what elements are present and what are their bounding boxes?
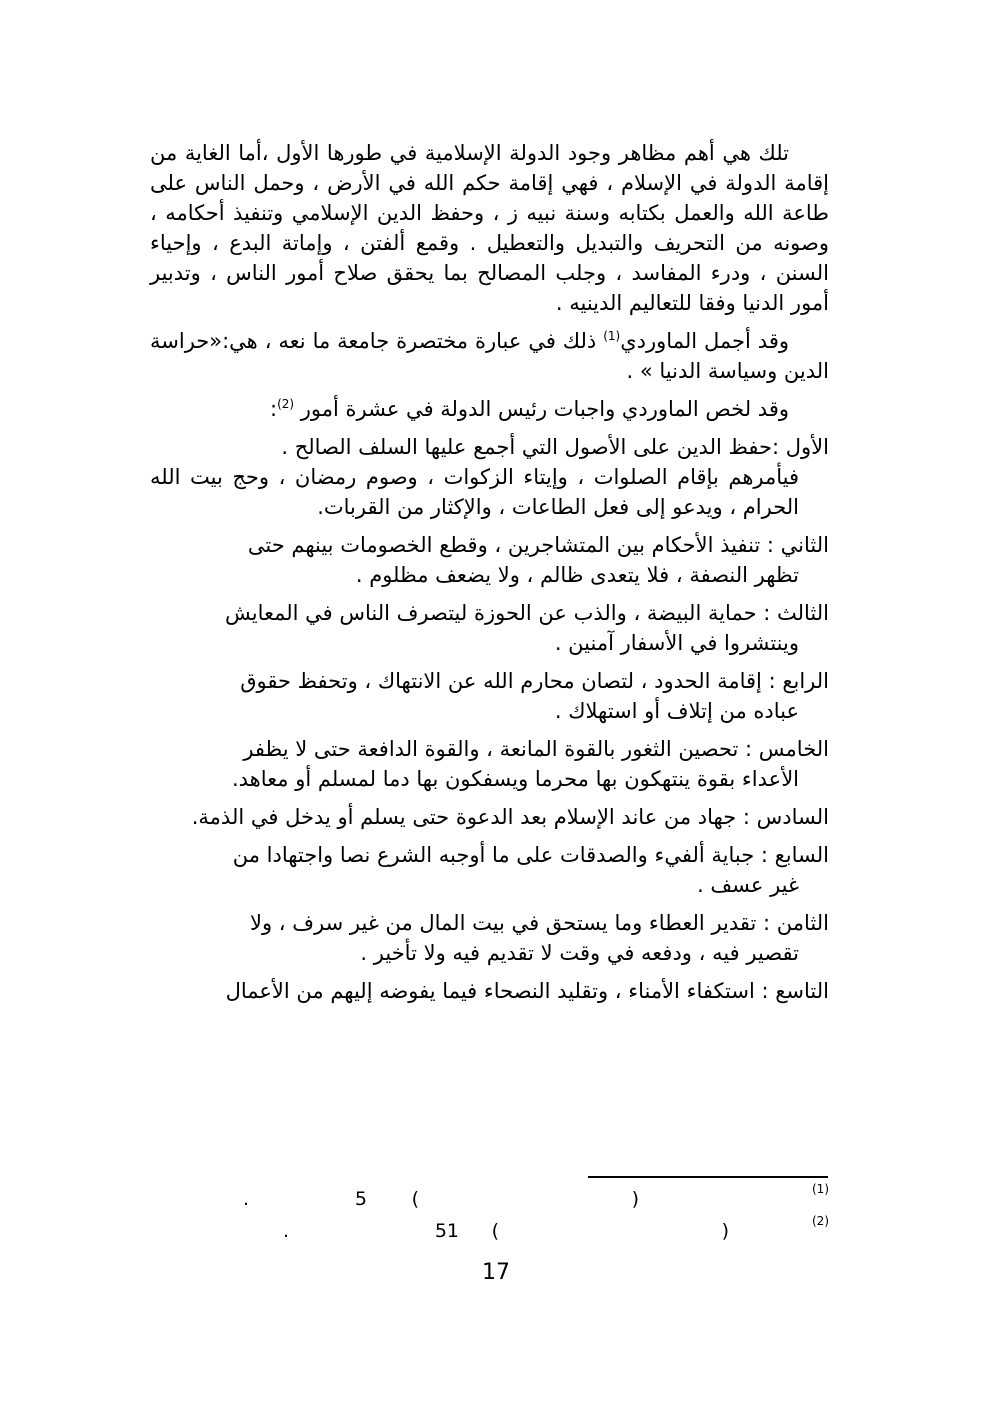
footnote-close-paren: ) bbox=[411, 1188, 419, 1210]
footnote-divider bbox=[588, 1176, 828, 1178]
duty-lead: الرابع : إقامة الحدود ، لتصان محارم الله عن الانتهاك ، وتحفظ حقوق bbox=[240, 669, 829, 693]
duty-rest: الأعداء بقوة ينتهكون بها محرما ويسفكون بها دما لمسلم أو معاهد. bbox=[231, 767, 799, 791]
footnote-2 bbox=[150, 1214, 829, 1246]
duty-item-9 bbox=[150, 976, 829, 1006]
duty-lead: الثاني : تنفيذ الأحكام بين المتشاجرين ، وقطع الخصومات بينهم حتى bbox=[247, 533, 829, 557]
footnote-page: 51 bbox=[434, 1220, 459, 1242]
duty-rest: تظهر النصفة ، فلا يتعدى ظالم ، ولا يضعف مظلوم . bbox=[355, 563, 799, 587]
page-number: 17 bbox=[482, 1260, 510, 1285]
duty-item-7 bbox=[150, 840, 829, 900]
duties-paragraph bbox=[150, 394, 829, 424]
duty-lead: الخامس : تحصين الثغور بالقوة المانعة ، والقوة الدافعة حتى لا يظفر bbox=[243, 737, 829, 761]
intro-paragraph: تلك هي أهم مظاهر وجود الدولة الإسلامية في طورها الأول ،أما الغاية من إقامة الدولة في الإسلام ، فهي إقامة حكم الله في الأرض ، وحمل الناس على طاعة الله والعمل بكتابه وسنة نبيه ز ، وحفظ الدين الإسلامي وتنفيذ أحكامه ، وصونه من التحريف والتبديل والتعطيل . وقمع ألفتن ، وإماتة البدع ، وإحياء السنن ، ودرء المفاسد ، وجلب المصالح بما يحقق صلاح أمور الناس ، وتدبير أمور الدنيا وفقا للتعاليم الدينيه . bbox=[150, 141, 829, 315]
footnote-ref-2: (2) bbox=[277, 397, 295, 411]
duty-item-1 bbox=[150, 432, 829, 522]
footnote-page: 5 bbox=[354, 1188, 367, 1210]
duty-item-3 bbox=[150, 598, 829, 658]
duty-lead: السادس : جهاد من عاند الإسلام بعد الدعوة حتى يسلم أو يدخل في الذمة. bbox=[191, 805, 829, 829]
footnote-open-paren: ( bbox=[631, 1188, 639, 1210]
summary-before: وقد أجمل الماوردي bbox=[620, 329, 789, 353]
duty-rest: فيأمرهم بإقام الصلوات ، وإيتاء الزكوات ، وصوم رمضان ، وحج بيت الله الحرام ، ويدعو إلى فعل الطاعات ، والإكثار من القربات. bbox=[150, 465, 799, 519]
duty-rest: تقصير فيه ، ودفعه في وقت لا تقديم فيه ولا تأخير . bbox=[360, 941, 799, 965]
duty-lead: الثالث : حماية البيضة ، والذب عن الحوزة ليتصرف الناس في المعايش bbox=[224, 601, 829, 625]
body-text bbox=[150, 138, 829, 1014]
duties-after: : bbox=[270, 397, 278, 421]
duty-rest: عباده من إتلاف أو استهلاك . bbox=[554, 699, 799, 723]
duty-rest: غير عسف . bbox=[697, 873, 799, 897]
duty-item-6 bbox=[150, 802, 829, 832]
footnote-mark: (2) bbox=[811, 1214, 829, 1228]
footnote-dot: . bbox=[282, 1220, 289, 1242]
duty-item-5 bbox=[150, 734, 829, 794]
duty-lead: السابع : جباية ألفيء والصدقات على ما أوجبه الشرع نصا واجتهادا من bbox=[232, 843, 829, 867]
footnote-dot: . bbox=[242, 1188, 249, 1210]
duty-lead: الأول :حفظ الدين على الأصول التي أجمع عليها السلف الصالح . bbox=[281, 435, 829, 459]
duty-item-2 bbox=[150, 530, 829, 590]
footnote-close-paren: ) bbox=[491, 1220, 499, 1242]
summary-paragraph bbox=[150, 326, 829, 386]
duty-lead: الثامن : تقدير العطاء وما يستحق في بيت المال من غير سرف ، ولا bbox=[250, 911, 829, 935]
duty-lead: التاسع : استكفاء الأمناء ، وتقليد النصحاء فيما يفوضه إليهم من الأعمال bbox=[225, 979, 829, 1003]
footnote-mark: (1) bbox=[811, 1182, 829, 1196]
duty-rest: وينتشروا في الأسفار آمنين . bbox=[554, 631, 799, 655]
duty-item-4 bbox=[150, 666, 829, 726]
duty-item-8 bbox=[150, 908, 829, 968]
footnote-ref-1: (1) bbox=[603, 329, 621, 343]
summary-after: ذلك في عبارة مختصرة جامعة ما نعه ، هي:«حراسة الدين وسياسة الدنيا » . bbox=[150, 329, 829, 383]
footnote-open-paren: ( bbox=[721, 1220, 729, 1242]
footnote-1 bbox=[150, 1182, 829, 1214]
duties-before: وقد لخص الماوردي واجبات رئيس الدولة في عشرة أمور bbox=[294, 397, 789, 421]
